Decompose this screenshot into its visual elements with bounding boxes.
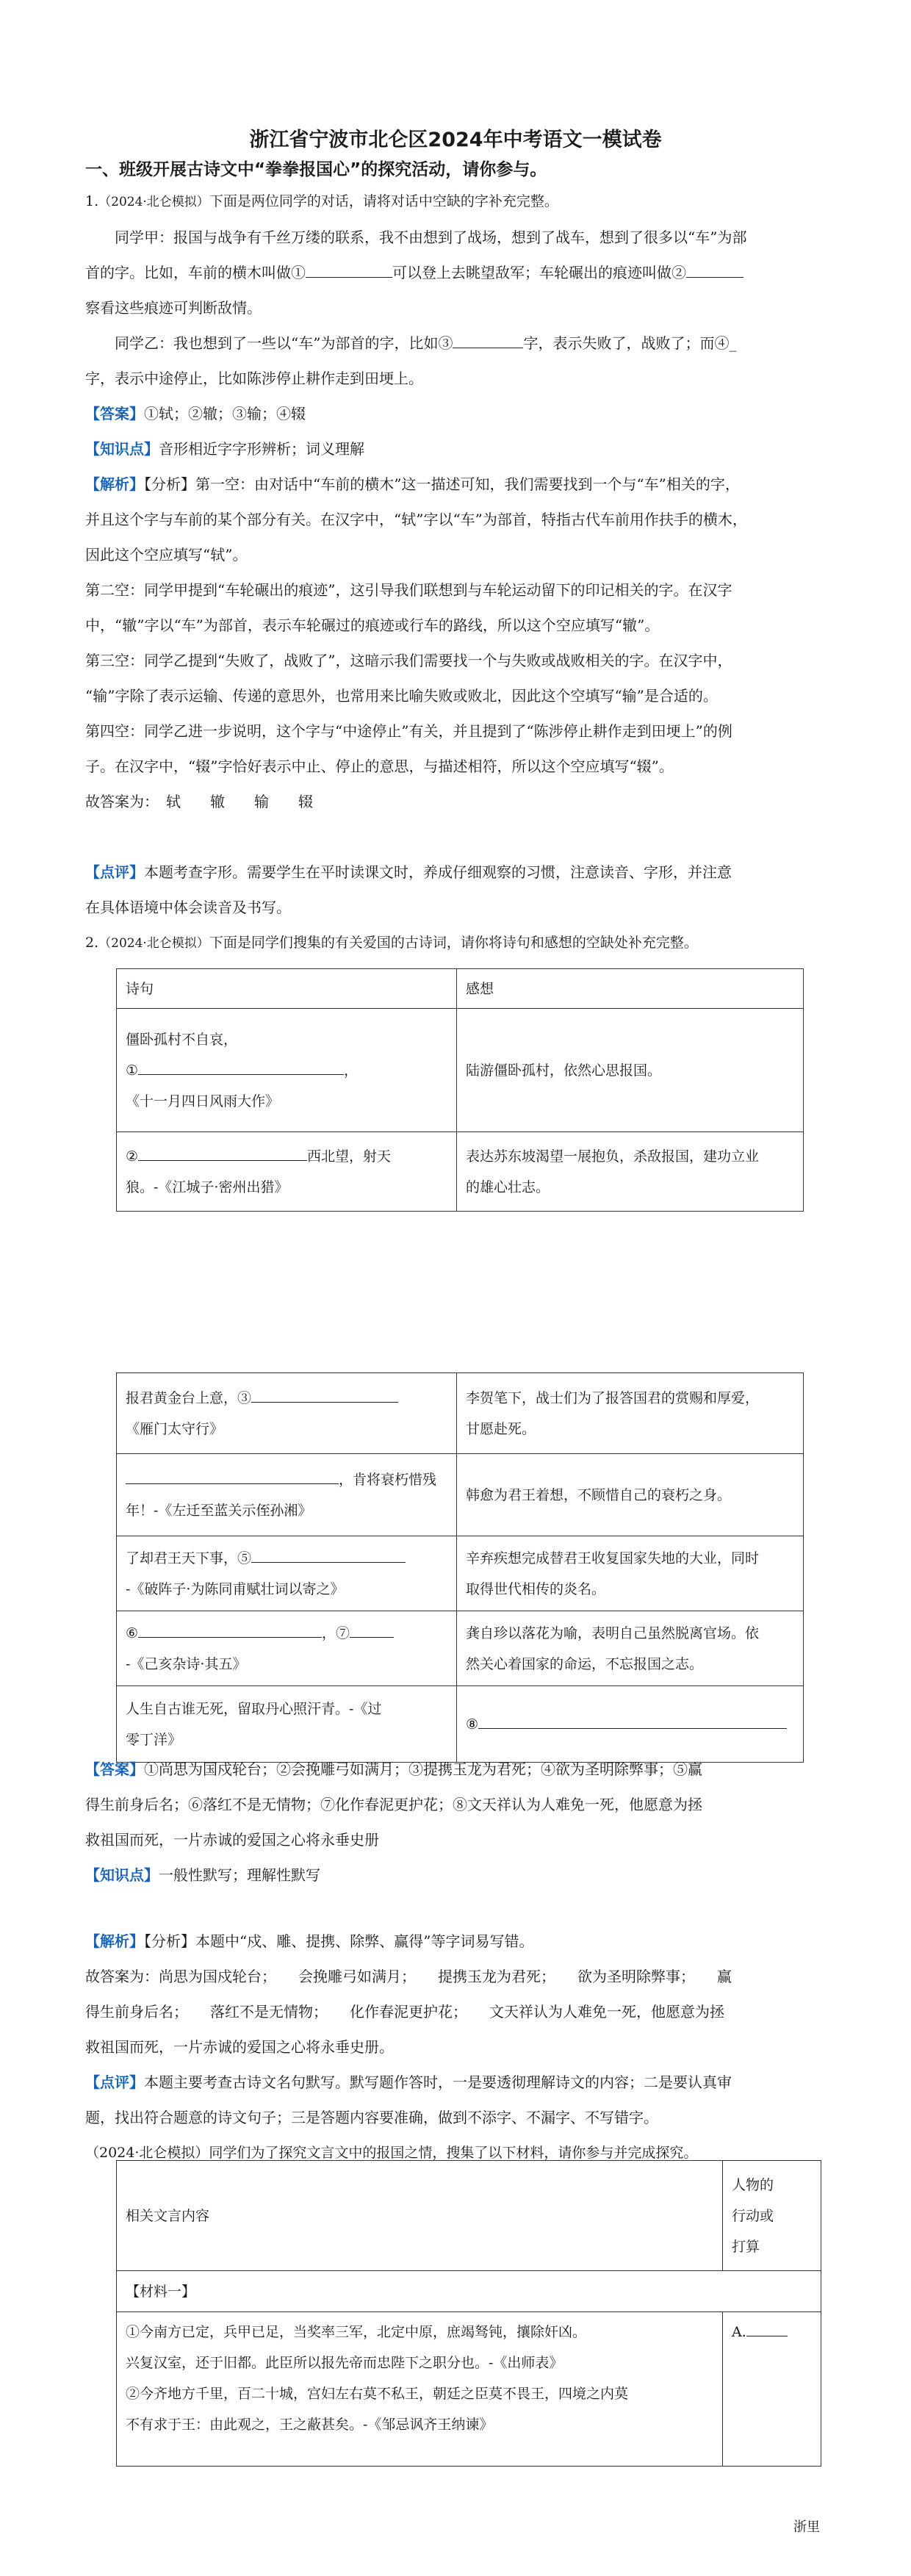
- blank-q2-5[interactable]: [251, 1546, 406, 1563]
- q1-para-a1: 同学甲：报国与战争有千丝万缕的联系，我不由想到了战场，想到了战车，想到了很多以“车”为部: [115, 229, 747, 246]
- table-row: 人生自古谁无死，留取丹心照汗青。-《过 零丁洋》 ⑧: [117, 1686, 804, 1763]
- q1-para-b2: 字，表示中途停止，比如陈涉停止耕作走到田埂上。: [85, 370, 423, 387]
- table-row: 了却君王天下事，⑤ -《破阵子·为陈同甫赋壮词以寄之》 辛弃疾想完成替君王收复国家失地的大业，同时 取得世代相传的炎名。: [117, 1536, 804, 1611]
- blank-q3-a[interactable]: [746, 2320, 788, 2336]
- blank-q2-8[interactable]: [478, 1712, 787, 1729]
- q2-analysis: 【解析】【分析】本题中“戍、雕、提携、除弊、赢得”等字词易写错。 故答案为：尚思为国戍轮台； 会挽雕弓如满月； 提携玉龙为君死； 欲为圣明除弊事； 赢 得生前身后名； 落红不是无情物； 化作春泥更护花； 文天祥认为人难免一死，他愿意为拯 救祖国而死，一片赤诚的爱国之心将永垂史册。: [85, 1932, 732, 2056]
- q1-para-a2: 首的字。比如，车前的横木叫做① 可以登上去眺望敌军；车轮碾出的痕迹叫做②: [85, 255, 829, 290]
- blank-3[interactable]: [453, 331, 523, 348]
- q2-stem: 2.（2024·北仑模拟）下面是同学们搜集的有关爱国的古诗词，请你将诗句和感想的空缺处补充完整。: [85, 935, 698, 951]
- blank-q2-4[interactable]: [126, 1467, 339, 1484]
- page-title: 浙江省宁波市北仑区2024年中考语文一模试卷: [249, 129, 662, 151]
- blank-1[interactable]: [306, 261, 392, 278]
- q2-table-a: [116, 968, 804, 1212]
- q2-knowledge: 【知识点】一般性默写；理解性默写: [85, 1866, 320, 1884]
- table-row: ⑥ ，⑦ -《己亥杂诗·其五》 龚自珍以落花为喻，表明自己虽然脱离官场。依 然关心着国家的命运，不忘报国之志。: [117, 1611, 804, 1686]
- blank-q2-2[interactable]: [138, 1144, 307, 1161]
- footer-mark: 浙里: [793, 2519, 820, 2535]
- blank-q2-7[interactable]: [350, 1621, 394, 1638]
- q1-stem: 1.（2024·北仑模拟）下面是两位同学的对话，请将对话中空缺的字补充完整。: [85, 193, 558, 209]
- question-1: [85, 184, 829, 961]
- q3-table: [116, 2160, 821, 2467]
- table-row: ，肯将衰朽惜残 年！-《左迁至蓝关示侄孙湘》 韩愈为君王着想，不顾惜自己的衰朽之身。: [117, 1454, 804, 1536]
- q2-answer: 【答案】①尚思为国戍轮台；②会挽雕弓如满月；③提携玉龙为君死；④欲为圣明除弊事；⑤赢 得生前身后名；⑥落红不是无情物；⑦化作春泥更护花；⑧文天祥认为人难免一死，他愿意为拯 救祖国而死，一片赤诚的爱国之心将永垂史册: [85, 1760, 702, 1849]
- q3-stem: （2024·北仑模拟）同学们为了探究文言文中的报国之情，搜集了以下材料，请你参与并完成探究。: [85, 2145, 698, 2161]
- table-row: ② 西北望，射天 狼。-《江城子·密州出猎》 表达苏东坡渴望一展抱负，杀敌报国，建功立业 的雄心壮志。: [117, 1132, 804, 1212]
- table-row: ①今南方已定，兵甲已足，当奖率三军，北定中原，庶竭驽钝，攘除奸凶。 兴复汉室，还于旧都。此臣所以报先帝而忠陛下之职分也。-《出师表》 ②今齐地方千里，百二十城，宫妇左右莫不私王，朝廷之臣莫不畏王，四境之内莫 不有求于王：由此观之，王之蔽甚矣。-《邹忌讽齐王纳谏》 A.: [117, 2312, 821, 2467]
- q1-para-b1: 同学乙：我也想到了一些以“车”为部首的字，比如③ 字，表示失败了，战败了；而④_: [85, 325, 829, 361]
- q2-table-b: [116, 1372, 804, 1763]
- q1-comment: 【点评】本题考查字形。需要学生在平时读课文时，养成仔细观察的习惯，注意读音、字形，并注意 在具体语境中体会读音及书写。: [85, 863, 732, 916]
- q3-material-label: 【材料一】: [117, 2271, 821, 2312]
- q3-header-content: 相关文言内容: [117, 2161, 723, 2271]
- q2-comment: 【点评】本题主要考查古诗文名句默写。默写题作答时，一是要透彻理解诗文的内容；二是要认真审 题，找出符合题意的诗文句子；三是答题内容要准确，做到不添字、不漏字、不写错字。: [85, 2073, 732, 2126]
- q2-answer-block: [85, 1752, 829, 2170]
- blank-q2-3[interactable]: [251, 1386, 398, 1403]
- section-heading: 一、班级开展古诗文中“拳拳报国心”的探究活动，请你参与。: [85, 160, 547, 179]
- blank-q2-1[interactable]: [138, 1058, 344, 1075]
- blank-q2-6[interactable]: [138, 1621, 322, 1638]
- q1-analysis: 【解析】【分析】第一空：由对话中“车前的横木”这一描述可知，我们需要找到一个与“车”相关的字， 并且这个字与车前的某个部分有关。在汉字中，“轼”字以“车”为部首，特指古代车前用作扶手的横木， 因此这个空应填写“轼”。 第二空：同学甲提到“车轮碾出的痕迹”，这引导我们联想到与车轮运动留下的印记相关的字。在汉字 中，“辙”字以“车”为部首，表示车轮碾过的痕迹或行车的路线，所以这个空应填写“辙”。 第三空：同学乙提到“失败了，战败了”，这暗示我们需要找一个与失败或战败相关的字。在汉字中， “输”字除了表示运输、传递的意思外，也常用来比喻失败或败北，因此这个空填写“输”是合适的。 第四空：同学乙进一步说明，这个字与“中途停止”有关，并且提到了“陈涉停止耕作走到田埂上”的例 子。在汉字中，“辍”字恰好表示中止、停止的意思，与描述相符，所以这个空应填写“辍”。 故答案为： 轼 辙 输 辍: [85, 475, 747, 810]
- q3-header-action: 人物的 行动或 打算: [723, 2161, 821, 2271]
- q1-answer: 【答案】①轼；②辙；③输；④辍: [85, 405, 306, 422]
- table-header-poem: 诗句: [117, 969, 457, 1009]
- table-header-feeling: 感想: [457, 969, 804, 1009]
- blank-2[interactable]: [686, 261, 743, 278]
- table-row: 报君黄金台上意，③ 《雁门太守行》 李贺笔下，战士们为了报答国君的赏赐和厚爱， 甘愿赴死。: [117, 1373, 804, 1454]
- q1-para-a3: 察看这些痕迹可判断敌情。: [85, 299, 262, 317]
- table-row: 僵卧孤村不自哀， ① ， 《十一月四日风雨大作》 陆游僵卧孤村，依然心思报国。: [117, 1009, 804, 1132]
- q1-knowledge: 【知识点】音形相近字字形辨析；词义理解: [85, 440, 364, 458]
